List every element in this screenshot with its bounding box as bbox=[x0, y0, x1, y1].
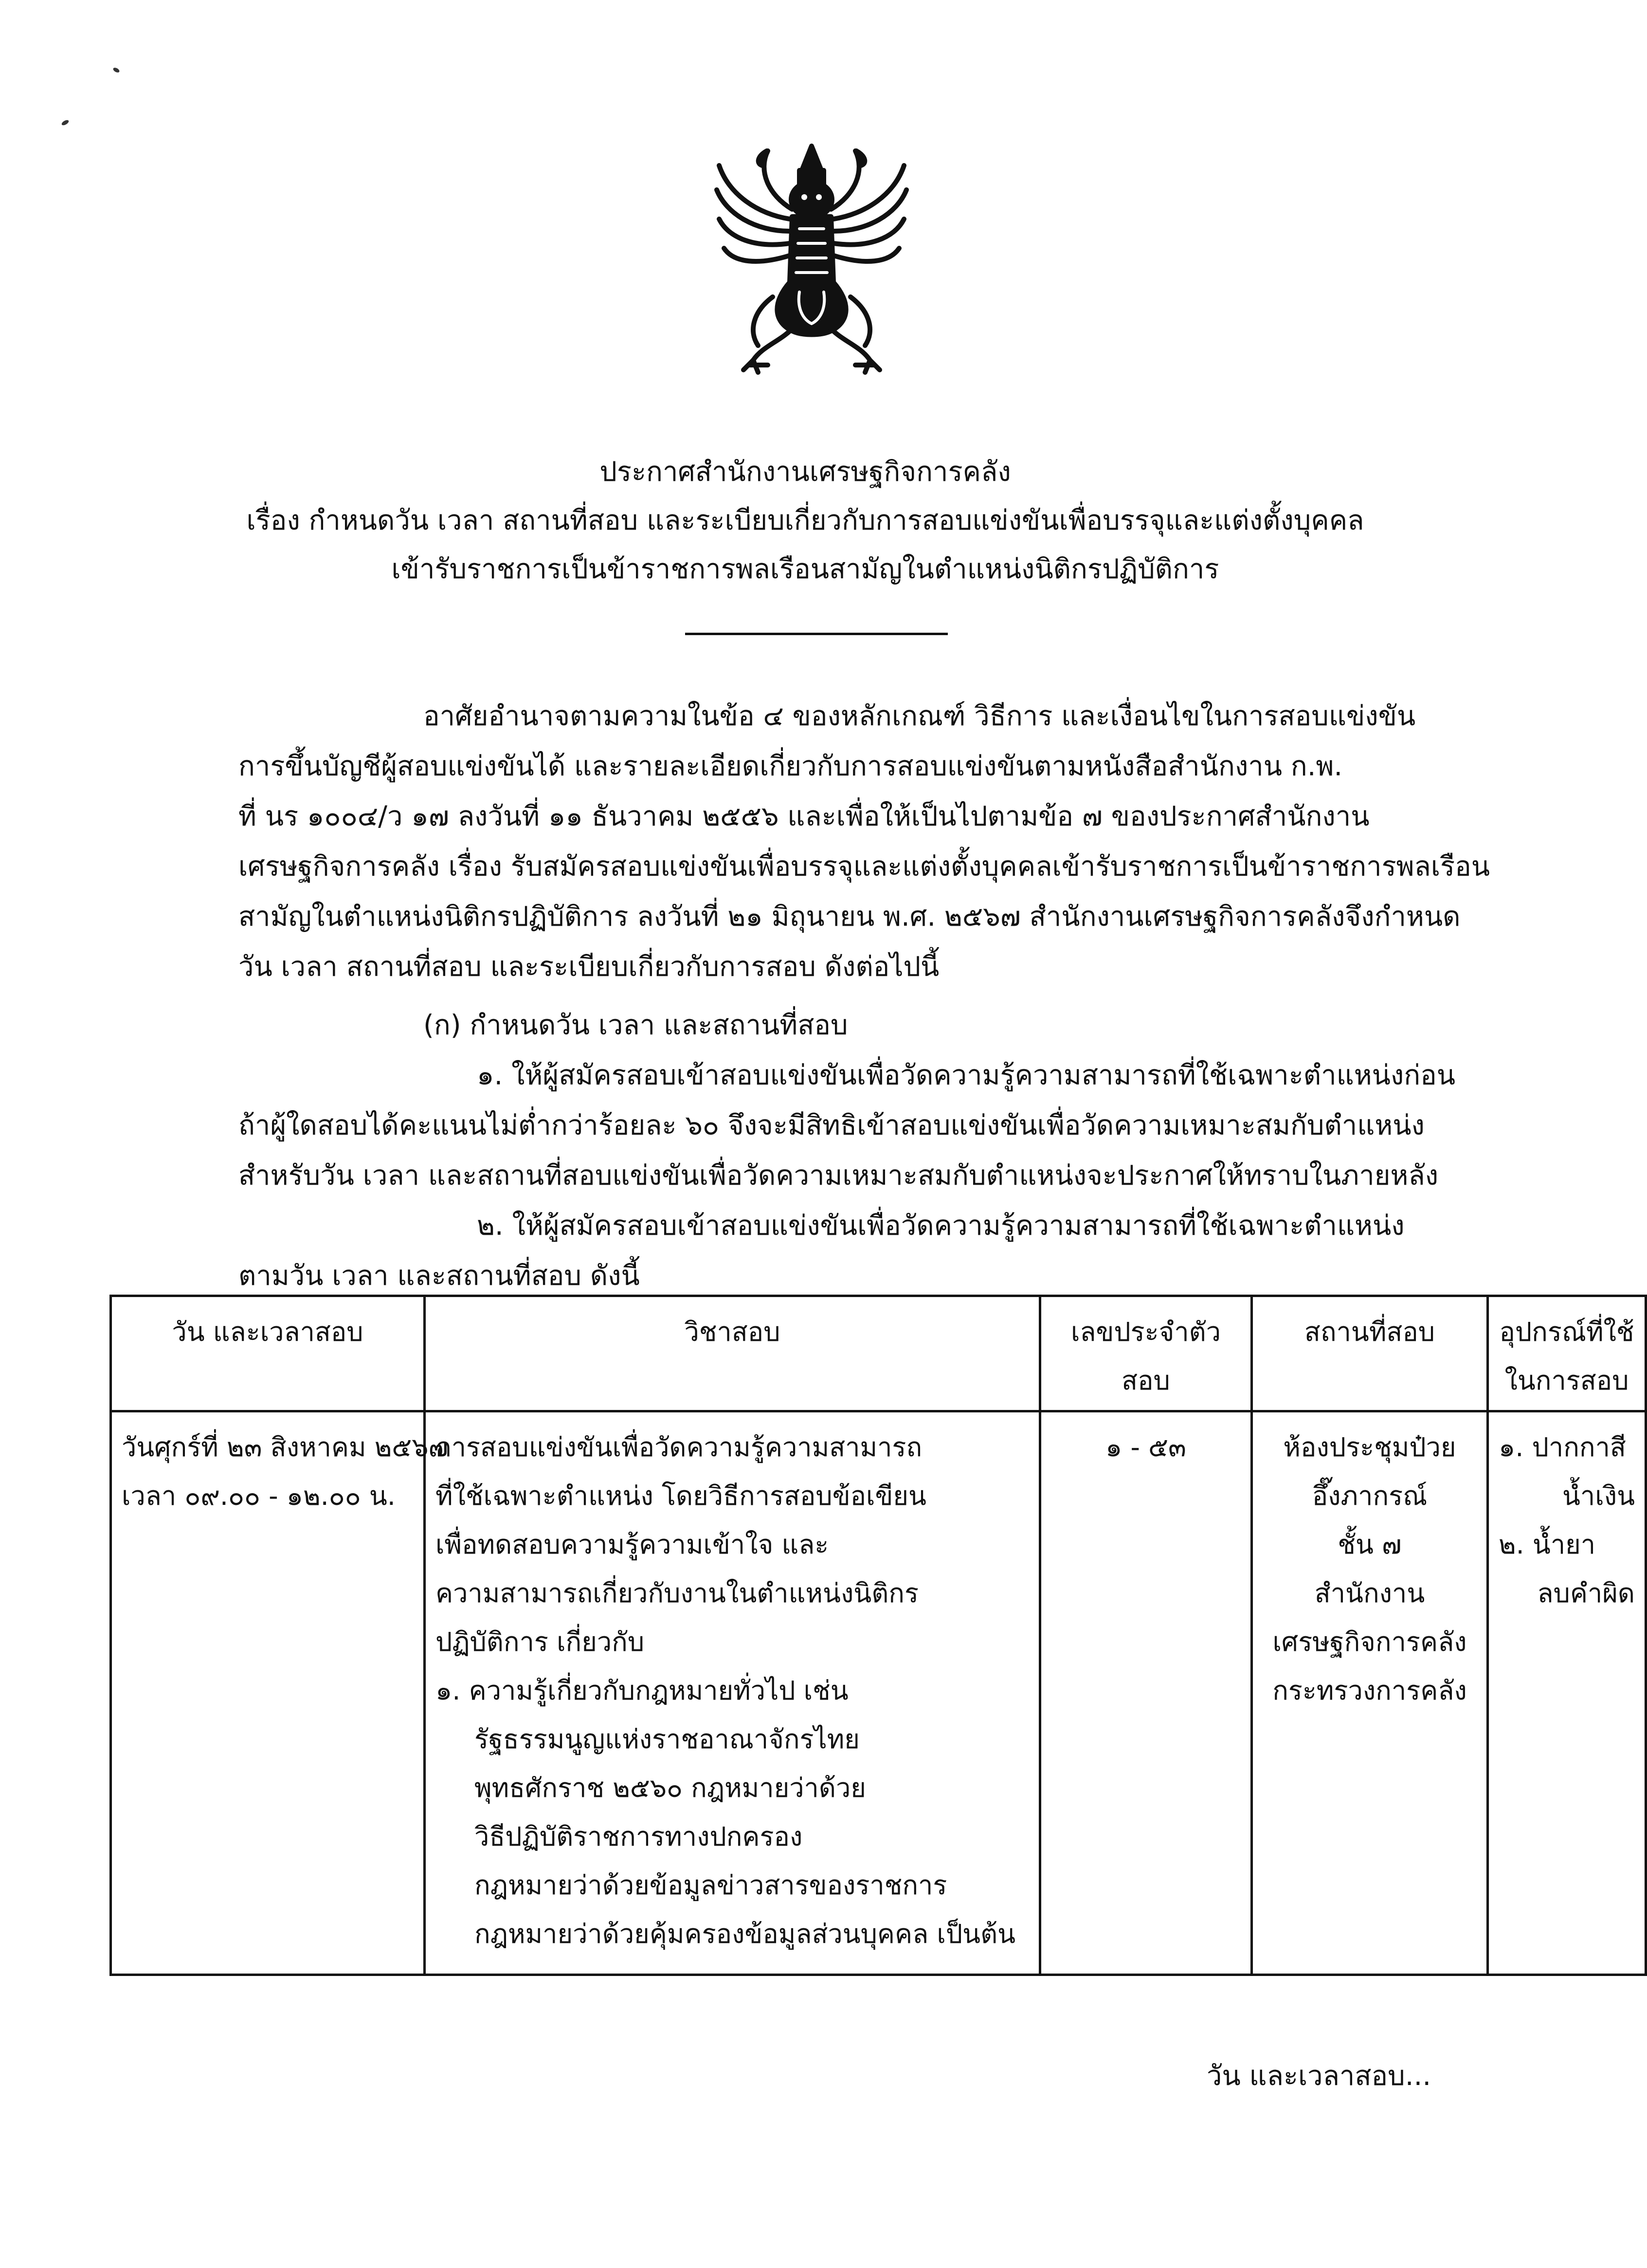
header-exam-number: เลขประจำตัว สอบ bbox=[1040, 1296, 1252, 1411]
header-equipment: อุปกรณ์ที่ใช้ ในการสอบ bbox=[1488, 1296, 1646, 1411]
header-date-time: วัน และเวลาสอบ bbox=[111, 1296, 425, 1411]
intro-line: สามัญในตำแหน่งนิติกรปฏิบัติการ ลงวันที่ ๒๑ มิถุนายน พ.ศ. ๒๕๖๗ สำนักงานเศรษฐกิจการคลังจึงกำหนด bbox=[238, 901, 1461, 933]
table-header-row bbox=[111, 1296, 1646, 1411]
exam-date: วันศุกร์ที่ ๒๓ สิงหาคม ๒๕๖๗ bbox=[122, 1432, 449, 1463]
cell-equipment: ๑. ปากกาสี น้ำเงิน ๒. น้ำยา ลบคำผิด bbox=[1488, 1411, 1646, 1975]
header-subject: วิชาสอบ bbox=[425, 1296, 1040, 1411]
announcement-title-block bbox=[146, 448, 1465, 594]
exam-schedule-table bbox=[109, 1295, 1635, 1976]
cell-venue: ห้องประชุมป๋วย อึ๊งภากรณ์ ชั้น ๗ สำนักงาน เศรษฐกิจการคลัง กระทรวงการคลัง bbox=[1252, 1411, 1488, 1975]
subject-item-1: ๑. ความรู้เกี่ยวกับกฎหมายทั่วไป เช่น bbox=[435, 1675, 849, 1706]
intro-line: อาศัยอำนาจตามความในข้อ ๔ ของหลักเกณฑ์ วิธีการ และเงื่อนไขในการสอบแข่งขัน bbox=[423, 700, 1416, 732]
garuda-emblem-icon bbox=[709, 136, 914, 380]
section-a-heading: (ก) กำหนดวัน เวลา และสถานที่สอบ bbox=[423, 1009, 848, 1041]
item-1-line: ถ้าผู้ใดสอบได้คะแนนไม่ต่ำกว่าร้อยละ ๖๐ จึงจะมีสิทธิเข้าสอบแข่งขันเพื่อวัดความเหมาะสมกับตำแหน่ง bbox=[238, 1110, 1425, 1141]
exam-time: เวลา ๐๙.๐๐ - ๑๒.๐๐ น. bbox=[122, 1481, 396, 1511]
announcement-issuer: ประกาศสำนักงานเศรษฐกิจการคลัง bbox=[599, 456, 1011, 488]
scan-speck bbox=[61, 119, 70, 127]
intro-paragraph bbox=[238, 691, 1490, 992]
item-2-line: ๒. ให้ผู้สมัครสอบเข้าสอบแข่งขันเพื่อวัดความรู้ความสามารถที่ใช้เฉพาะตำแหน่ง bbox=[477, 1210, 1405, 1242]
announcement-subject: เรื่อง กำหนดวัน เวลา สถานที่สอบ และระเบียบเกี่ยวกับการสอบแข่งขันเพื่อบรรจุและแต่งตั้งบุคคล bbox=[246, 505, 1364, 536]
cell-subject: การสอบแข่งขันเพื่อวัดความรู้ความสามารถ ที่ใช้เฉพาะตำแหน่ง โดยวิธีการสอบข้อเขียน เพื่อทดสอบความรู้ความเข้าใจ และ ความสามารถเกี่ยวกับงานในตำแหน่งนิติกร ปฏิบัติการ เกี่ยวกับ ๑. ความรู้เกี่ยวกับกฎหมายทั่วไป เช่น รัฐธรรมนูญแห่งราชอาณาจักรไทย พุทธศักราช ๒๕๖๐ กฎหมายว่าด้วย วิธีปฏิบัติราชการทางปกครอง กฎหมายว่าด้วยข้อมูลข่าวสารของราชการ กฎหมายว่าด้วยคุ้มครองข้อมูลส่วนบุคคล เป็นต้น bbox=[425, 1411, 1040, 1975]
item-1-line: สำหรับวัน เวลา และสถานที่สอบแข่งขันเพื่อวัดความเหมาะสมกับตำแหน่งจะประกาศให้ทราบในภายหลัง bbox=[238, 1160, 1439, 1191]
intro-line: ที่ นร ๑๐๐๔/ว ๑๗ ลงวันที่ ๑๑ ธันวาคม ๒๕๕๖ และเพื่อให้เป็นไปตามข้อ ๗ ของประกาศสำนักงาน bbox=[238, 801, 1370, 832]
continued-on-next-page: วัน และเวลาสอบ... bbox=[1207, 2060, 1431, 2092]
section-a bbox=[238, 1000, 1474, 1301]
intro-line: การขึ้นบัญชีผู้สอบแข่งขันได้ และรายละเอียดเกี่ยวกับการสอบแข่งขันตามหนังสือสำนักงาน ก.พ. bbox=[238, 750, 1343, 782]
title-divider bbox=[685, 633, 948, 635]
announcement-subject-continued: เข้ารับราชการเป็นข้าราชการพลเรือนสามัญในตำแหน่งนิติกรปฏิบัติการ bbox=[391, 553, 1219, 585]
table-row bbox=[111, 1411, 1646, 1975]
scan-speck bbox=[112, 67, 120, 73]
cell-date-time bbox=[111, 1411, 449, 1975]
intro-line: เศรษฐกิจการคลัง เรื่อง รับสมัครสอบแข่งขันเพื่อบรรจุและแต่งตั้งบุคคลเข้ารับราชการเป็นข้าราชการพลเรือน bbox=[238, 851, 1490, 882]
item-2-line: ตามวัน เวลา และสถานที่สอบ ดังนี้ bbox=[238, 1260, 640, 1292]
cell-exam-numbers: ๑ - ๕๓ bbox=[1040, 1411, 1252, 1975]
item-1-line: ๑. ให้ผู้สมัครสอบเข้าสอบแข่งขันเพื่อวัดความรู้ความสามารถที่ใช้เฉพาะตำแหน่งก่อน bbox=[477, 1060, 1456, 1091]
header-venue: สถานที่สอบ bbox=[1252, 1296, 1488, 1411]
intro-line: วัน เวลา สถานที่สอบ และระเบียบเกี่ยวกับการสอบ ดังต่อไปนี้ bbox=[238, 951, 940, 983]
